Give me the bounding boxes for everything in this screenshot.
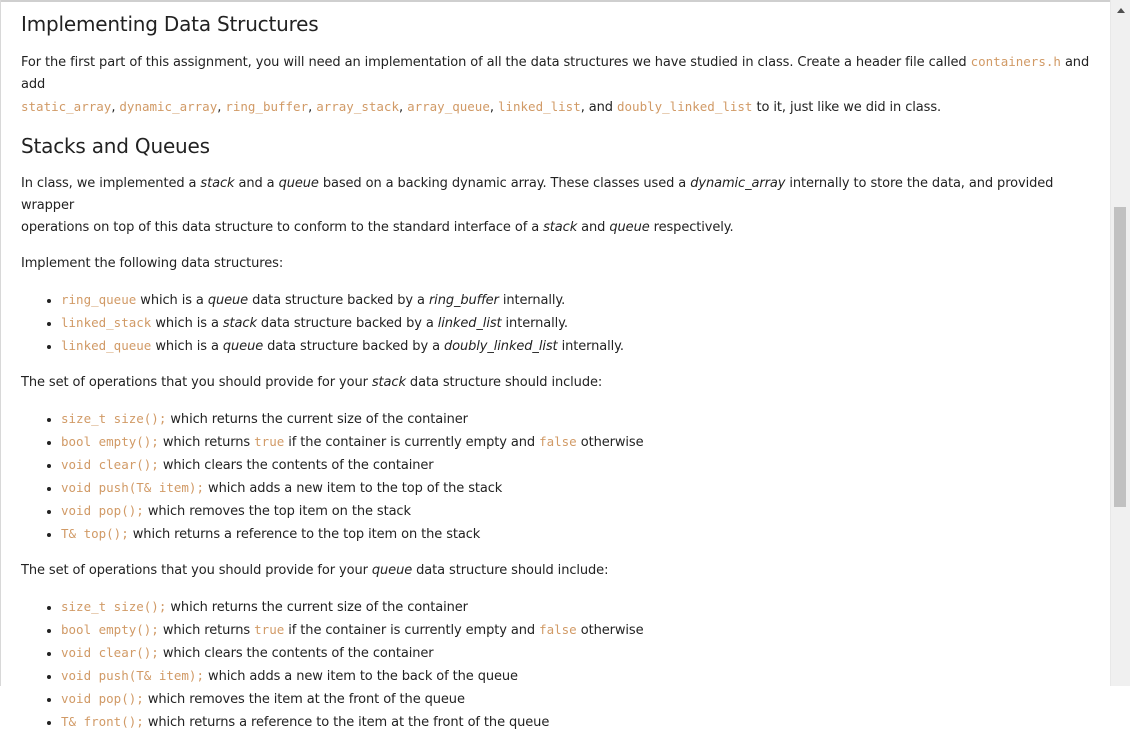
code-linked-list: linked_list xyxy=(497,99,581,114)
structures-list xyxy=(21,289,1091,358)
queue-operations-list xyxy=(21,596,1091,734)
list-item-ring-queue: • ring_queue which is a queue data structure backed by a ring_buffer internally. xyxy=(61,289,1091,312)
vertical-scrollbar[interactable] xyxy=(1110,0,1130,686)
heading-implementing-data-structures: Implementing Data Structures xyxy=(21,12,319,36)
code-static-array: static_array xyxy=(21,99,112,114)
list-item: • void clear(); which clears the contents of the container xyxy=(61,642,1091,665)
stacks-intro-paragraph: In class, we implemented a stack and a queue based on a backing dynamic array. These classes used a dynamic_array internally to store the data, and provided wrapper operations on top of this data structure to conform to the standard interface of a stack and queue respectively. xyxy=(21,176,1054,235)
code-doubly-linked-list: doubly_linked_list xyxy=(617,99,753,114)
list-item: • T& top(); which returns a reference to the top item on the stack xyxy=(61,523,1091,546)
code-containers-h: containers.h xyxy=(970,54,1061,69)
list-item-linked-queue: • linked_queue which is a queue data structure backed by a doubly_linked_list internally. xyxy=(61,335,1091,358)
list-item: • void pop(); which removes the item at the front of the queue xyxy=(61,688,1091,711)
scrollbar-thumb[interactable] xyxy=(1114,207,1126,507)
heading-stacks-and-queues: Stacks and Queues xyxy=(21,134,210,158)
code-array-queue: array_queue xyxy=(407,99,490,114)
list-item-linked-stack: • linked_stack which is a stack data structure backed by a linked_list internally. xyxy=(61,312,1091,335)
list-item: • void push(T& item); which adds a new item to the top of the stack xyxy=(61,477,1091,500)
document-content xyxy=(21,0,1091,730)
list-item: • size_t size(); which returns the current size of the container xyxy=(61,596,1091,619)
implement-following-text: Implement the following data structures: xyxy=(21,256,284,271)
list-item: • bool empty(); which returns true if the container is currently empty and false otherwise xyxy=(61,619,1091,642)
list-item: • size_t size(); which returns the current size of the container xyxy=(61,408,1091,431)
window-left-border xyxy=(0,0,1,686)
code-dynamic-array: dynamic_array xyxy=(119,99,218,114)
stack-operations-intro: The set of operations that you should provide for your stack data structure should include: xyxy=(21,375,603,390)
stack-operations-list xyxy=(21,408,1091,546)
intro-paragraph: For the first part of this assignment, you will need an implementation of all the data structures we have studied in class. Create a header file called containers.h and add static_array, dynamic_array, ring_buffer, array_stack, array_queue, linked_list, and doubly_linked_list to it, just like we did in class. xyxy=(21,54,1090,115)
list-item: • bool empty(); which returns true if the container is currently empty and false otherwise xyxy=(61,431,1091,454)
list-item: • void push(T& item); which adds a new item to the back of the queue xyxy=(61,665,1091,688)
scroll-up-button[interactable] xyxy=(1111,2,1130,19)
code-ring-buffer: ring_buffer xyxy=(225,99,309,114)
list-item: • T& front(); which returns a reference to the item at the front of the queue xyxy=(61,711,1091,734)
queue-operations-intro: The set of operations that you should provide for your queue data structure should include: xyxy=(21,563,609,578)
list-item: • void clear(); which clears the contents of the container xyxy=(61,454,1091,477)
code-array-stack: array_stack xyxy=(316,99,399,114)
list-item: • void pop(); which removes the top item on the stack xyxy=(61,500,1091,523)
triangle-up-icon xyxy=(1117,8,1125,13)
